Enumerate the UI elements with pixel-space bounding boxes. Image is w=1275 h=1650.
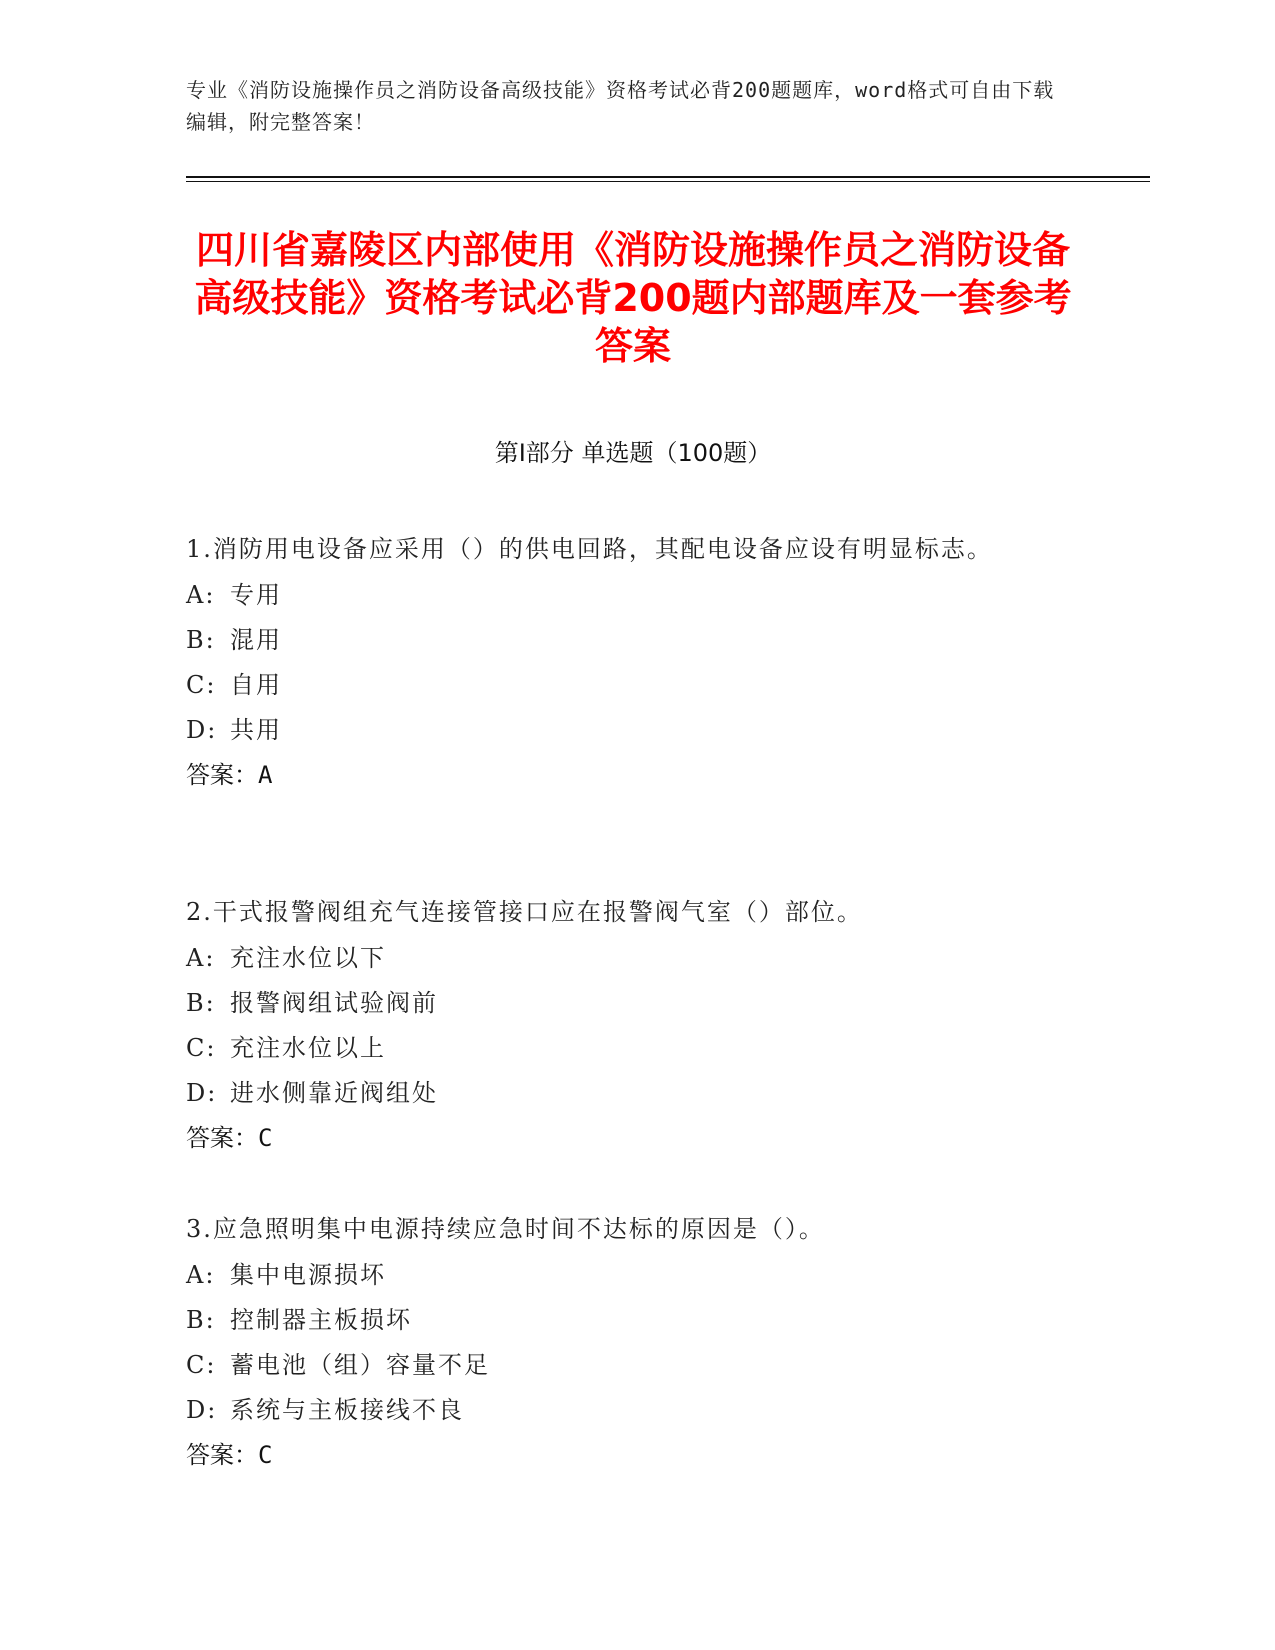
option-letter: C: — [186, 671, 217, 699]
question-1 — [186, 525, 1086, 798]
question-3 — [186, 1205, 1086, 1478]
answer-line — [186, 1433, 1086, 1478]
option-text: 报警阀组试验阀前 — [230, 989, 438, 1017]
option-a — [186, 1253, 1086, 1298]
section-title: 第Ⅰ部分 单选题（100题） — [494, 439, 772, 467]
answer-line — [186, 1116, 1086, 1161]
option-d — [186, 708, 1086, 753]
option-text: 自用 — [230, 671, 282, 699]
header-note: 专业《消防设施操作员之消防设备高级技能》资格考试必背200题题库，word格式可自由下载编辑，附完整答案！ — [186, 78, 1055, 134]
option-letter: A: — [186, 581, 216, 609]
option-text: 集中电源损坏 — [230, 1261, 386, 1289]
answer-value: C — [258, 1441, 273, 1469]
option-letter: D: — [186, 1396, 218, 1424]
option-letter: C: — [186, 1034, 217, 1062]
header-rule-thin — [186, 181, 1150, 182]
option-a — [186, 936, 1086, 981]
option-letter: B: — [186, 989, 216, 1017]
option-text: 共用 — [230, 716, 282, 744]
option-c — [186, 1026, 1086, 1071]
option-c — [186, 1343, 1086, 1388]
question-stem: 2.干式报警阀组充气连接管接口应在报警阀气室（）部位。 — [186, 898, 863, 926]
option-text: 蓄电池（组）容量不足 — [230, 1351, 490, 1379]
option-letter: B: — [186, 1306, 216, 1334]
option-text: 控制器主板损坏 — [230, 1306, 412, 1334]
question-stem: 1.消防用电设备应采用（）的供电回路，其配电设备应设有明显标志。 — [186, 535, 993, 563]
option-a — [186, 573, 1086, 618]
option-letter: D: — [186, 1079, 218, 1107]
option-letter: B: — [186, 626, 216, 654]
option-d — [186, 1071, 1086, 1116]
option-b — [186, 1298, 1086, 1343]
option-text: 充注水位以上 — [230, 1034, 386, 1062]
option-letter: C: — [186, 1351, 217, 1379]
option-text: 进水侧靠近阀组处 — [230, 1079, 438, 1107]
option-letter: A: — [186, 1261, 216, 1289]
answer-value: A — [258, 761, 273, 789]
option-letter: A: — [186, 944, 216, 972]
question-2 — [186, 888, 1086, 1161]
option-letter: D: — [186, 716, 218, 744]
answer-label: 答案： — [186, 1441, 258, 1469]
answer-line — [186, 753, 1086, 798]
option-d — [186, 1388, 1086, 1433]
question-stem: 3.应急照明集中电源持续应急时间不达标的原因是（）。 — [186, 1215, 825, 1243]
document-title: 四川省嘉陵区内部使用《消防设施操作员之消防设备高级技能》资格考试必背200题内部题库及一套参考答案 — [194, 228, 1072, 368]
option-text: 系统与主板接线不良 — [230, 1396, 464, 1424]
option-text: 充注水位以下 — [230, 944, 386, 972]
option-text: 混用 — [230, 626, 282, 654]
header-rule-thick — [186, 176, 1150, 178]
option-text: 专用 — [230, 581, 282, 609]
option-b — [186, 981, 1086, 1026]
option-b — [186, 618, 1086, 663]
answer-label: 答案： — [186, 1124, 258, 1152]
answer-value: C — [258, 1124, 273, 1152]
option-c — [186, 663, 1086, 708]
answer-label: 答案： — [186, 761, 258, 789]
